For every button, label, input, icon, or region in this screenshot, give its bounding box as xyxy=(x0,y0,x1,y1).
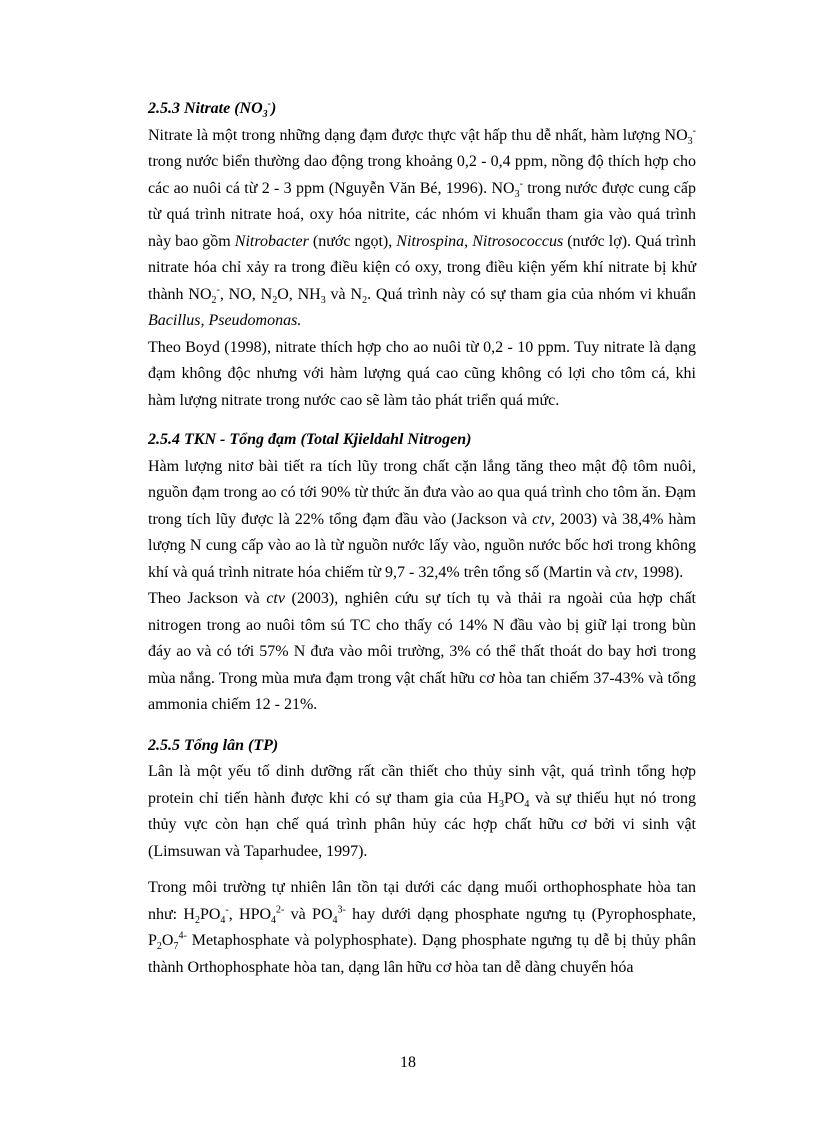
section-heading-2-5-3: 2.5.3 Nitrate $(NO_3^-)$ xyxy=(148,98,277,121)
paragraph-nitrate-1: Nitrate là một trong những dạng đạm được thực vật hấp thu dễ nhất, hàm lượng $NO_3^-$ trong nước biển thường dao động trong khoảng 0,2 - 0,4 ppm, nồng độ thích hợp cho các ao nuôi cá từ 2 - 3 ppm (Nguyễn Văn Bé, 1996). $NO_3^-$ trong nước được cung cấp từ quá trình nitrate hoá, oxy hóa nitrite, các nhóm vi khuẩn tham gia vào quá trình này bao gồm Nitrobacter (nước ngọt), Nitrospina, Nitrosococcus (nước lợ). Quá trình nitrate hóa chỉ xảy ra trong điều kiện có oxy, trong điều kiện yếm khí nitrate bị khử thành $NO_2^-$, NO, $N_2O$, $NH_3$ và $N_2$. Quá trình này có sự tham gia của nhóm vi khuẩn Bacillus, Pseudomonas. xyxy=(148,125,697,329)
paragraph-nitrate-2: Theo Boyd (1998), nitrate thích hợp cho ao nuôi từ 0,2 - 10 ppm. Tuy nitrate là dạng đạm không độc nhưng với hàm lượng quá cao cũng không có lợi cho tôm cá, khi hàm lượng nitrate trong nước cao sẽ làm tảo phát triển quá mức. xyxy=(148,338,696,409)
paragraph-tp-2: Trong môi trường tự nhiên lân tồn tại dưới các dạng muối orthophosphate hòa tan như: $H_2PO_4^-$, $HPO_4^{2-}$ và $PO_4^{3-}$ hay dưới dạng phosphate ngưng tụ (Pyrophosphate, $P_2O_7^{4-}$ Metaphosphate và polyphosphate). Dạng phosphate ngưng tụ dễ bị thủy phân thành Orthophosphate hòa tan, dạng lân hữu cơ hòa tan dễ dàng chuyển hóa xyxy=(148,879,697,976)
document-page xyxy=(148,96,696,981)
paragraph-tkn-2: Theo Jackson và ctv (2003), nghiên cứu sự tích tụ và thải ra ngoài của hợp chất nitrogen trong ao nuôi tôm sú TC cho thấy có 14% N đầu vào bị giữ lại trong bùn đáy ao và có tới 57% N đưa vào môi trường, 3% có thể thất thoát do bay hơi trong mùa nắng. Trong mùa mưa đạm trong vật chất hữu cơ hòa tan chiếm 37-43% và tổng ammonia chiếm 12 - 21%. xyxy=(148,590,696,713)
paragraph-tp-1: Lân là một yếu tố dinh dưỡng rất cần thiết cho thủy sinh vật, quá trình tổng hợp protein chỉ tiến hành được khi có sự tham gia của $H_3PO_4$ và sự thiếu hụt nó trong thủy vực còn hạn chế quá trình phân hủy các hợp chất hữu cơ bởi vi sinh vật (Limsuwan và Taparhudee, 1997). xyxy=(148,763,697,860)
paragraph-tkn-1: Hàm lượng nitơ bài tiết ra tích lũy trong chất cặn lắng tăng theo mật độ tôm nuôi, nguồn đạm trong ao có tới 90% từ thức ăn đưa vào ao qua quá trình cho tôm ăn. Đạm trong tích lũy được là 22% tổng đạm đầu vào (Jackson và ctv, 2003) và 38,4% hàm lượng N cung cấp vào ao là từ nguồn nước lấy vào, nguồn nước bốc hơi trong không khí và quá trình nitrate hóa chiếm từ 9,7 - 32,4% trên tổng số (Martin và ctv, 1998). xyxy=(148,457,696,581)
page-number: 18 xyxy=(400,1054,416,1071)
section-heading-2-5-5: 2.5.5 Tổng lân (TP) xyxy=(148,736,279,754)
section-heading-2-5-4: 2.5.4 TKN - Tổng đạm (Total Kjieldahl Nitrogen) xyxy=(148,431,472,448)
